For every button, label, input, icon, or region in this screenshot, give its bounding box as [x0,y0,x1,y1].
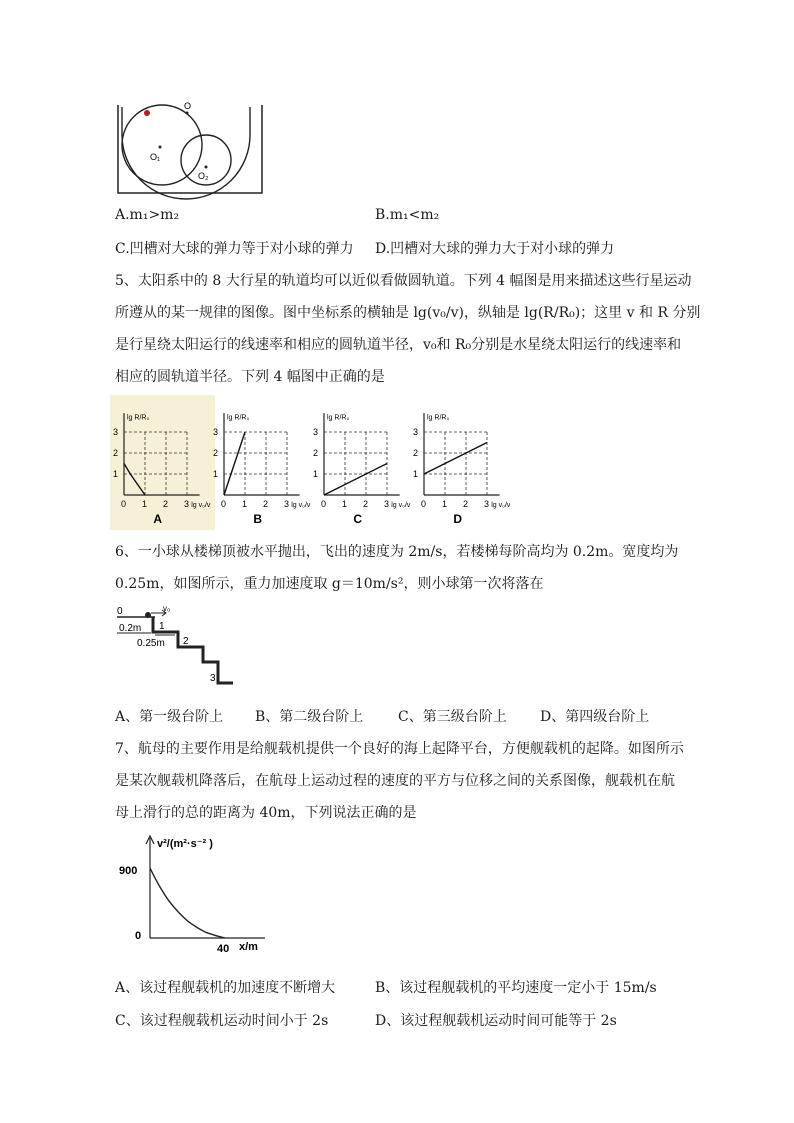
q4-option-b: B.m₁<m₂ [375,207,440,223]
q6-option-c: C、第三级台阶上 [398,709,507,725]
label-o: O [184,101,192,111]
tick-x-C-1: 1 [342,499,348,509]
tick-y-C-3: 3 [313,427,319,437]
tick-y-B-2: 2 [213,448,219,458]
tick-x-A-3: 3 [184,499,190,509]
q4-option-c: C.凹槽对大球的弹力等于对小球的弹力 [115,241,354,257]
tick-y-A-1: 1 [113,469,119,479]
q7-y-label: v²/(m²·s⁻² ) [157,838,213,850]
q7-option-b: B、该过程舰载机的平均速度一定小于 15m/s [375,980,657,996]
q6-line-2: 0.25m，如图所示，重力加速度取 g＝10m/s²，则小球第一次将落在 [115,576,544,592]
tick-x-C-3: 3 [384,499,390,509]
q7-line-3: 母上滑行的总的距离为 40m，下列说法正确的是 [115,805,417,821]
q7-option-c: C、该过程舰载机运动时间小于 2s [115,1013,329,1029]
q4-option-d: D.凹槽对大球的弹力大于对小球的弹力 [375,241,615,257]
tick-x-D-3: 3 [484,499,490,509]
tick-x-B-1: 1 [242,499,248,509]
q7-line-2: 是某次舰载机降落后，在航母上运动过程的速度的平方与位移之间的关系图像，舰载机在航 [115,773,675,789]
q7-origin: 0 [135,930,142,942]
tick-x-A-2: 2 [163,499,169,509]
x-label-B: lg v₀/v [291,502,311,509]
graph-label-D: D [453,512,463,526]
tick-x-D-2: 2 [463,499,469,509]
large-ball [122,105,202,185]
tick-y-A-2: 2 [113,448,119,458]
y-label-C: lg R/R₀ [327,414,350,422]
q7-option-a: A、该过程舰载机的加速度不断增大 [115,980,336,996]
tick-y-D-1: 1 [413,469,419,479]
q5-line-4: 相应的圆轨道半径。下列 4 幅图中正确的是 [115,369,385,385]
tick-x-D-1: 1 [442,499,448,509]
q4-figure [110,95,270,200]
q6-option-d: D、第四级台阶上 [540,709,650,725]
q4-option-a: A.m₁>m₂ [115,207,180,223]
graph-label-C: C [353,512,363,526]
stairs-label-v0: v₀ [163,605,171,613]
tick-y-C-2: 2 [313,448,319,458]
q6-option-b: B、第二级台阶上 [255,709,364,725]
y-label-B: lg R/R₀ [227,414,250,422]
q7-x-value: 40 [217,943,230,955]
graph-label-B: B [253,512,263,526]
tick-x-B-0: 0 [221,499,227,509]
stairs-label-3: 3 [210,673,216,684]
q6-stairs-figure [115,605,240,690]
label-o2: O₂ [198,171,209,181]
tick-x-B-3: 3 [284,499,290,509]
y-label-D: lg R/R₀ [427,414,450,422]
label-o1: O₁ [150,152,161,162]
series-line-D [424,443,487,475]
stairs-label-h: 0.2m [119,623,142,634]
tick-y-B-1: 1 [213,469,219,479]
q5-graphs [110,395,510,530]
tick-x-C-0: 0 [321,499,327,509]
q5-line-2: 所遵从的某一规律的图像。图中坐标系的横轴是 lg(v₀/v)，纵轴是 lg(R/R₀)；这里 v 和 R 分别 [115,305,701,321]
stairs-label-1: 1 [159,621,165,632]
tick-x-A-0: 0 [121,499,127,509]
stairs-label-zero: 0 [117,606,123,617]
tick-x-D-0: 0 [421,499,427,509]
q7-line-1: 7、航母的主要作用是给舰载机提供一个良好的海上起降平台，方便舰载机的起降。如图所示 [115,741,684,757]
q7-graph [115,830,275,960]
stairs-label-2: 2 [183,636,189,647]
q7-option-d: D、该过程舰载机运动时间可能等于 2s [375,1013,617,1029]
tick-y-B-3: 3 [213,427,219,437]
x-label-C: lg v₀/v [391,502,411,509]
tick-y-C-1: 1 [313,469,319,479]
q6-line-1: 6、一小球从楼梯顶被水平抛出，飞出的速度为 2m/s，若楼梯每阶高均为 0.2m。宽度均为 [115,544,679,560]
tick-x-A-1: 1 [142,499,148,509]
series-line-C [324,464,387,496]
graph-label-A: A [153,512,163,526]
y-label-A: lg R/R₀ [127,414,150,422]
tick-x-B-2: 2 [263,499,269,509]
x-label-D: lg v₀/v [491,502,510,509]
q7-x-label: x/m [239,941,258,953]
tick-x-C-2: 2 [363,499,369,509]
q7-y-value: 900 [119,865,138,877]
stairs-label-w: 0.25m [137,638,165,649]
tick-y-A-3: 3 [113,427,119,437]
series-line-B [224,432,245,495]
v2-x-curve [150,868,225,938]
tick-y-D-2: 2 [413,448,419,458]
q5-line-3: 是行星绕太阳运行的线速率和相应的圆轨道半径，v₀和 R₀分别是水星绕太阳运行的线速率和 [115,337,682,353]
tick-y-D-3: 3 [413,427,419,437]
x-label-A: lg v₀/v [191,502,211,509]
q5-line-1: 5、太阳系中的 8 大行星的轨道均可以近似看做圆轨道。下列 4 幅图是用来描述这些行星运动 [115,273,692,289]
q6-option-a: A、第一级台阶上 [115,709,224,725]
